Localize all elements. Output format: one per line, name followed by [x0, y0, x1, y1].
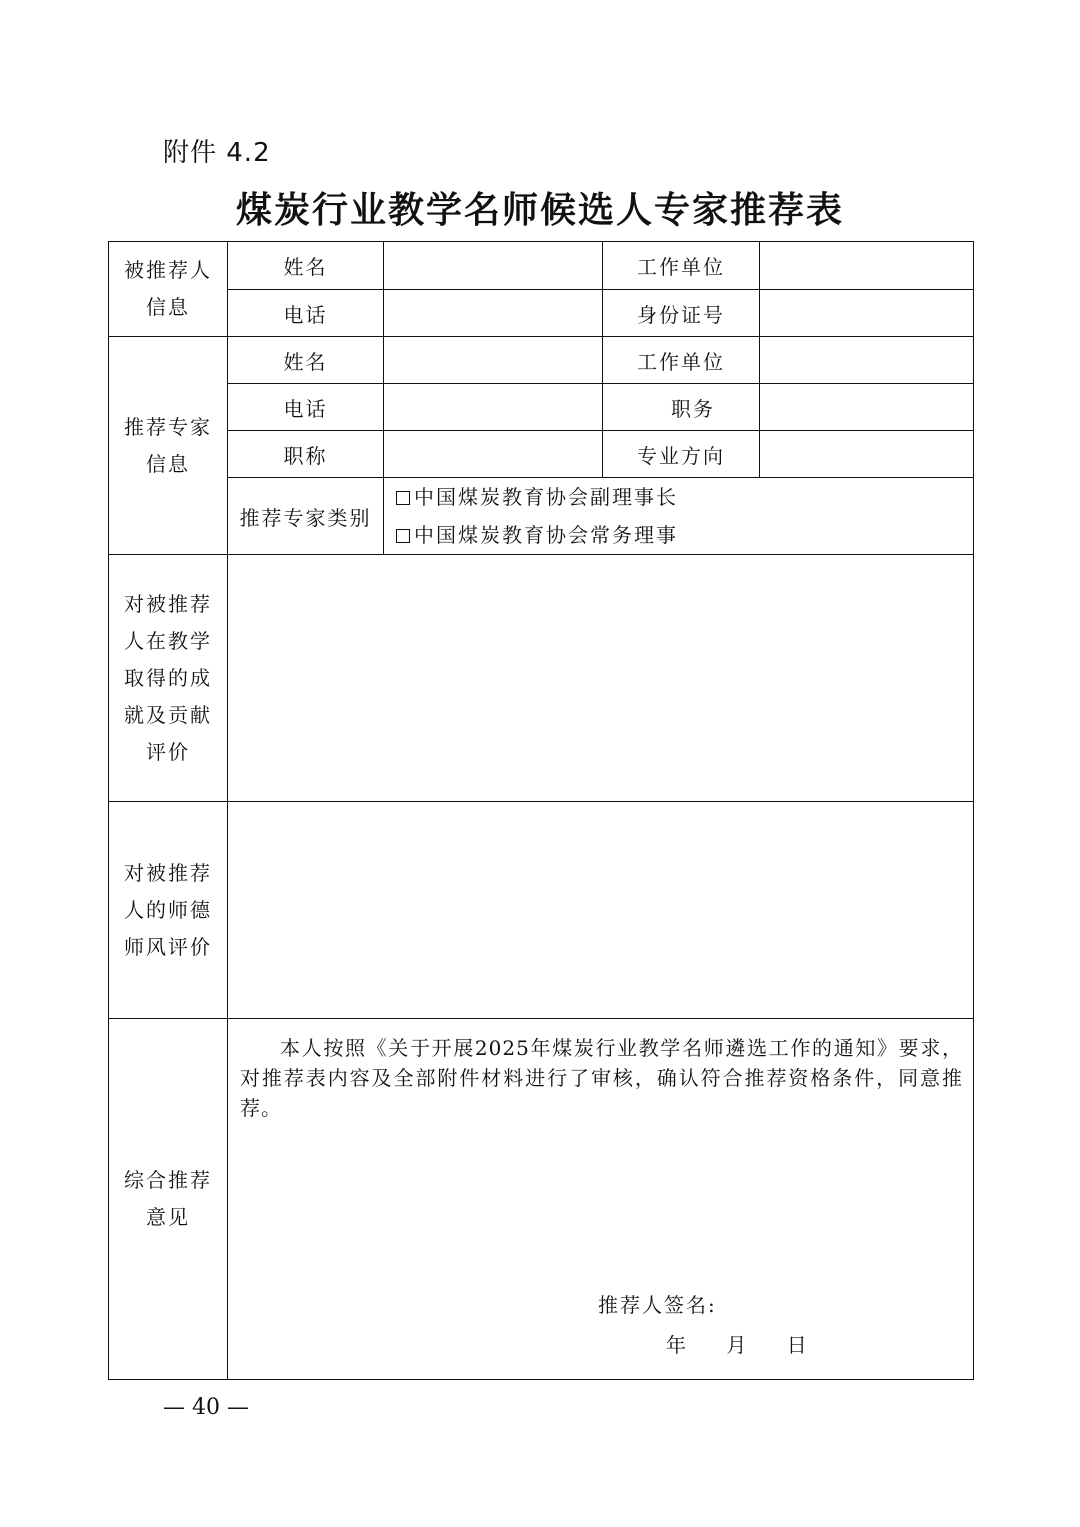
nominee-id-field[interactable] — [760, 290, 974, 337]
expert-work-unit-label: 工作单位 — [603, 337, 760, 384]
expert-position-field[interactable] — [760, 384, 974, 431]
nominee-name-field[interactable] — [384, 242, 603, 290]
achievements-field[interactable] — [228, 555, 974, 802]
page-number: — 40 — — [163, 1395, 249, 1420]
ethics-field[interactable] — [228, 802, 974, 1019]
ethics-label: 对被推荐 人的师德 师风评价 — [109, 802, 228, 1019]
signature-label: 推荐人签名: — [598, 1293, 717, 1317]
nominee-name-label: 姓名 — [228, 242, 384, 290]
expert-name-field[interactable] — [384, 337, 603, 384]
expert-title-label: 职称 — [228, 431, 384, 478]
expert-work-unit-field[interactable] — [760, 337, 974, 384]
expert-phone-label: 电话 — [228, 384, 384, 431]
checkbox-icon[interactable] — [396, 529, 410, 543]
recommendation-form-table — [108, 241, 974, 1380]
expert-phone-field[interactable] — [384, 384, 603, 431]
nominee-phone-label: 电话 — [228, 290, 384, 337]
nominee-work-unit-label: 工作单位 — [603, 242, 760, 290]
date-month: 月 — [726, 1333, 749, 1357]
attachment-label: 附件 4.2 — [163, 138, 271, 168]
nominee-phone-field[interactable] — [384, 290, 603, 337]
checkbox-icon[interactable] — [396, 491, 410, 505]
expert-section-label: 推荐专家 信息 — [109, 337, 228, 555]
category-option-vice-chairman[interactable]: 中国煤炭教育协会副理事长 — [396, 478, 973, 516]
expert-name-label: 姓名 — [228, 337, 384, 384]
date-year: 年 — [666, 1333, 688, 1357]
overall-opinion-label: 综合推荐 意见 — [109, 1019, 228, 1380]
expert-position-label: 职务 — [603, 384, 760, 431]
expert-specialty-label: 专业方向 — [603, 431, 760, 478]
achievements-label: 对被推荐 人在教学 取得的成 就及贡献 评价 — [109, 555, 228, 802]
nominee-work-unit-field[interactable] — [760, 242, 974, 290]
nominee-section-label: 被推荐人 信息 — [109, 242, 228, 337]
form-title: 煤炭行业教学名师候选人专家推荐表 — [235, 190, 844, 231]
opinion-statement: 本人按照《关于开展2025年煤炭行业教学名师遴选工作的通知》要求，对推荐表内容及全部附件材料进行了审核，确认符合推荐资格条件，同意推荐。 — [240, 1036, 963, 1120]
signature-date — [666, 1329, 839, 1358]
expert-specialty-field[interactable] — [760, 431, 974, 478]
category-option-standing-director[interactable]: 中国煤炭教育协会常务理事 — [396, 516, 973, 554]
overall-opinion-field[interactable] — [228, 1019, 974, 1380]
nominee-id-label: 身份证号 — [603, 290, 760, 337]
date-day: 日 — [786, 1333, 809, 1357]
expert-category-options — [384, 478, 974, 555]
expert-title-field[interactable] — [384, 431, 603, 478]
expert-category-label: 推荐专家类别 — [228, 478, 384, 555]
